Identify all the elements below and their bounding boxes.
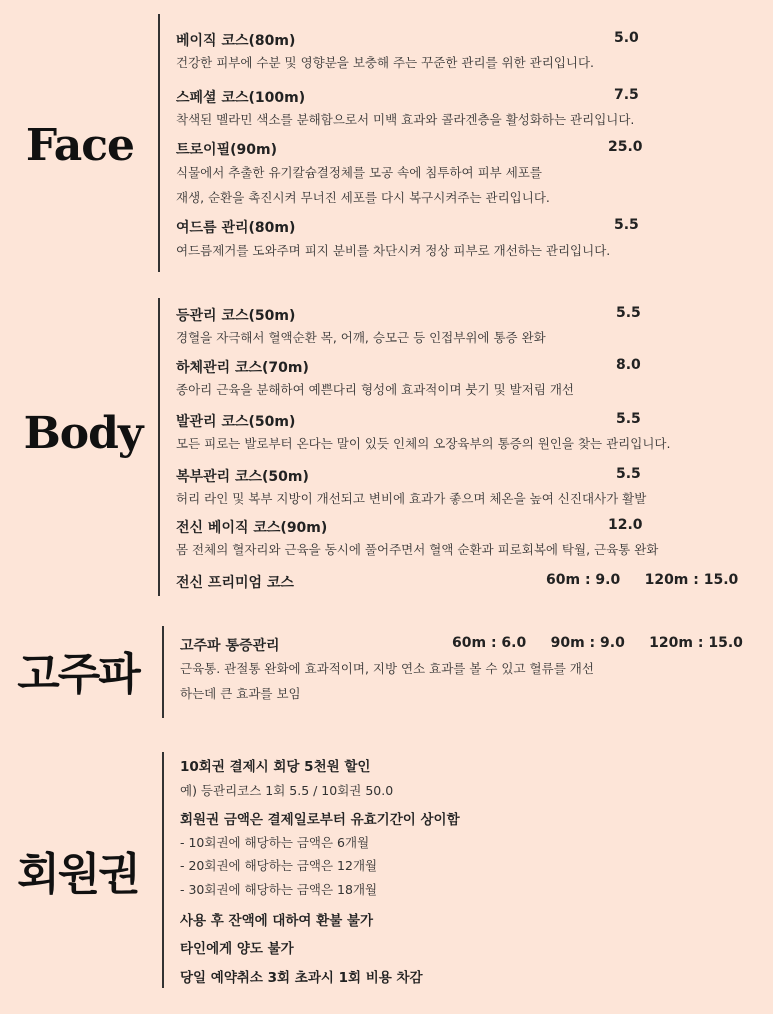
gojupa-title: 고주파 [17, 649, 139, 700]
membership-line: - 10회권에 해당하는 금액은 6개월 [180, 835, 370, 850]
membership-line: 타인에게 양도 불가 [180, 941, 294, 957]
item-price: 8.0 [616, 357, 641, 373]
item-name: 발관리 코스(50m) [176, 414, 296, 430]
item-desc: 건강한 피부에 수분 및 영향분을 보충해 주는 꾸준한 관리를 위한 관리입니다. [176, 55, 595, 70]
membership-line: 예) 등관리코스 1회 5.5 / 10회권 50.0 [180, 783, 394, 798]
body-title: Body [23, 408, 143, 459]
item-price: 5.0 [614, 30, 639, 46]
item-price: 25.0 [608, 139, 643, 155]
membership-line: - 30회권에 해당하는 금액은 18개월 [180, 882, 378, 897]
item-name: 전신 베이직 코스(90m) [176, 520, 328, 536]
membership-line: 당일 예약취소 3회 초과시 1회 비용 차감 [180, 970, 423, 986]
item-name: 트로이필(90m) [176, 142, 277, 158]
item-desc: 몸 전체의 혈자리와 근육을 동시에 풀어주면서 혈액 순환과 피로회복에 탁월, 근육통 완화 [176, 542, 659, 557]
item-price: 60m : 6.0 90m : 9.0 120m : 15.0 [452, 635, 743, 651]
item-name: 전신 프리미엄 코스 [176, 575, 294, 591]
item-desc: 여드름제거를 도와주며 피지 분비를 차단시켜 정상 피부로 개선하는 관리입니다. [176, 243, 611, 258]
item-name: 스페셜 코스(100m) [176, 90, 306, 106]
membership-line: 사용 후 잔액에 대하여 환불 불가 [180, 913, 374, 929]
item-price: 5.5 [616, 305, 641, 321]
item-desc: 경혈을 자극해서 혈액순환 목, 어깨, 승모근 등 인접부위에 통증 완화 [176, 330, 546, 345]
item-name: 하체관리 코스(70m) [176, 360, 309, 376]
item-desc: 재생, 순환을 촉진시켜 무너진 세포를 다시 복구시켜주는 관리입니다. [176, 190, 550, 205]
item-name: 베이직 코스(80m) [176, 33, 296, 49]
item-price: 5.5 [614, 217, 639, 233]
item-price: 5.5 [616, 466, 641, 482]
membership-line: 10회권 결제시 회당 5천원 할인 [180, 759, 371, 775]
item-desc: 착색된 멜라민 색소를 분해함으로서 미백 효과와 콜라겐층을 활성화하는 관리입니다. [176, 112, 635, 127]
face-title: Face [25, 120, 135, 171]
membership-line: 회원권 금액은 결제일로부터 유효기간이 상이함 [180, 812, 460, 828]
item-desc: 종아리 근육을 분해하여 예쁜다리 형성에 효과적이며 붓기 및 발저림 개선 [176, 382, 575, 397]
item-name: 여드름 관리(80m) [176, 220, 296, 236]
item-name: 고주파 통증관리 [180, 638, 280, 654]
item-desc: 허리 라인 및 복부 지방이 개선되고 변비에 효과가 좋으며 체온을 높여 신진대사가 활발 [176, 491, 647, 506]
item-desc: 하는데 큰 효과를 보임 [180, 686, 301, 701]
body-divider [158, 298, 160, 596]
item-price: 12.0 [608, 517, 643, 533]
item-price: 7.5 [614, 87, 639, 103]
face-divider [158, 14, 160, 272]
item-price: 5.5 [616, 411, 641, 427]
item-desc: 근육통. 관절통 완화에 효과적이며, 지방 연소 효과를 볼 수 있고 혈류를 개선 [180, 661, 594, 676]
gojupa-divider [162, 626, 164, 718]
item-desc: 식물에서 추출한 유기칼슘결정체를 모공 속에 침투하여 피부 세포를 [176, 165, 542, 180]
item-desc: 모든 피로는 발로부터 온다는 말이 있듯 인체의 오장육부의 통증의 원인을 찾는 관리입니다. [176, 436, 671, 451]
membership-divider [162, 752, 164, 988]
item-price: 60m : 9.0 120m : 15.0 [546, 572, 739, 588]
item-name: 복부관리 코스(50m) [176, 469, 309, 485]
membership-line: - 20회권에 해당하는 금액은 12개월 [180, 858, 378, 873]
membership-title: 회원권 [17, 849, 139, 900]
item-name: 등관리 코스(50m) [176, 308, 296, 324]
